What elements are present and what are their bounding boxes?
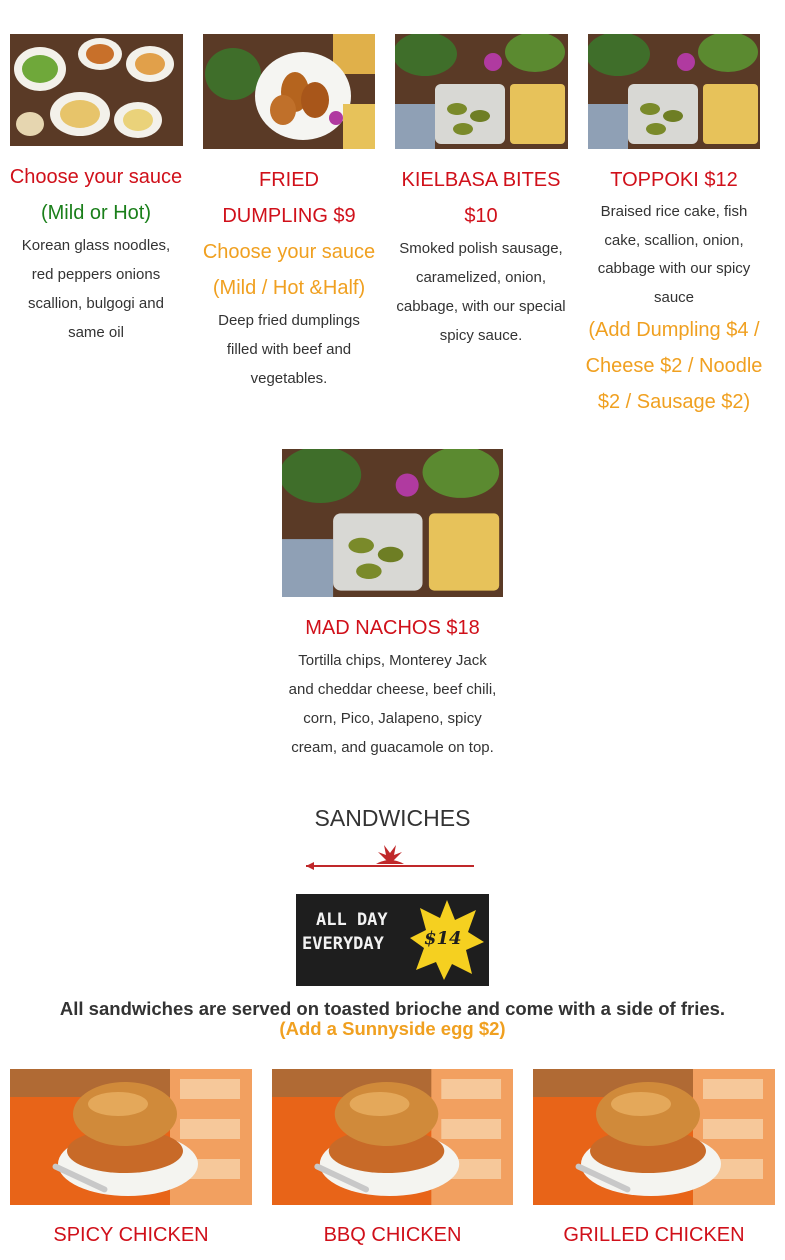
appetizer-description: Braised rice cake, fish cake, scallion, onion, cabbage with our spicy sauce — [597, 203, 751, 306]
nachos-description: Tortilla chips, Monterey Jack and cheddar cheese, beef chili, corn, Pico, Jalapeno, spicy cream, and guacamole on top. — [288, 652, 497, 756]
appetizer-title: KIELBASA BITES $10 — [401, 169, 561, 227]
appetizer-description: Smoked polish sausage, caramelized, onion, cabbage, with our special spicy sauce. — [396, 240, 566, 344]
food-photo-glass-noodles — [10, 34, 183, 146]
food-photo-bbq-chicken — [272, 1069, 513, 1205]
appetizer-card-1 — [5, 159, 187, 347]
badge-text-line-1: ALL DAY — [316, 910, 388, 930]
sandwich-title-bbq-chicken: BBQ CHICKEN — [323, 1224, 462, 1246]
appetizer-title: TOPPOKI $12 — [610, 169, 738, 191]
sandwiches-note: All sandwiches are served on toasted brioche and come with a side of fries. — [59, 998, 726, 1019]
food-photo-toppoki — [588, 34, 760, 149]
appetizer-description: Korean glass noodles, red peppers onions scallion, bulgogi and same oil — [21, 237, 171, 341]
appetizer-subtitle: Choose your sauce (Mild / Hot &Half) — [202, 241, 376, 299]
ornament-divider-icon — [302, 842, 477, 872]
appetizer-card-2 — [198, 162, 380, 393]
nachos-title: MAD NACHOS $18 — [305, 617, 480, 639]
food-photo-spicy-chicken — [10, 1069, 252, 1205]
appetizer-card-4 — [584, 162, 764, 420]
sandwich-title-spicy-chicken: SPICY CHICKEN — [53, 1224, 209, 1246]
badge-price: $14 — [424, 928, 462, 949]
appetizer-addons: (Add Dumpling $4 / Cheese $2 / Noodle $2 / Sausage $2) — [585, 319, 763, 413]
appetizer-title: Choose your sauce — [9, 166, 183, 188]
appetizer-description: Deep fried dumplings filled with beef and vegetables. — [218, 312, 360, 387]
section-title-sandwiches: SANDWICHES — [314, 805, 471, 831]
sandwiches-addon: (Add a Sunnyside egg $2) — [279, 1018, 506, 1039]
food-photo-kielbasa-bites — [395, 34, 568, 149]
appetizer-subtitle: (Mild or Hot) — [40, 202, 151, 224]
food-photo-mad-nachos — [282, 449, 503, 597]
food-photo-fried-dumpling — [203, 34, 375, 149]
food-photo-grilled-chicken — [533, 1069, 775, 1205]
all-day-price-badge — [296, 894, 489, 986]
appetizer-title: FRIED DUMPLING $9 — [222, 169, 356, 227]
sandwich-title-grilled-chicken: GRILLED CHICKEN — [563, 1224, 745, 1246]
nachos-card — [282, 610, 503, 762]
badge-text-line-2: EVERYDAY — [302, 934, 384, 954]
appetizer-card-3 — [390, 162, 572, 350]
